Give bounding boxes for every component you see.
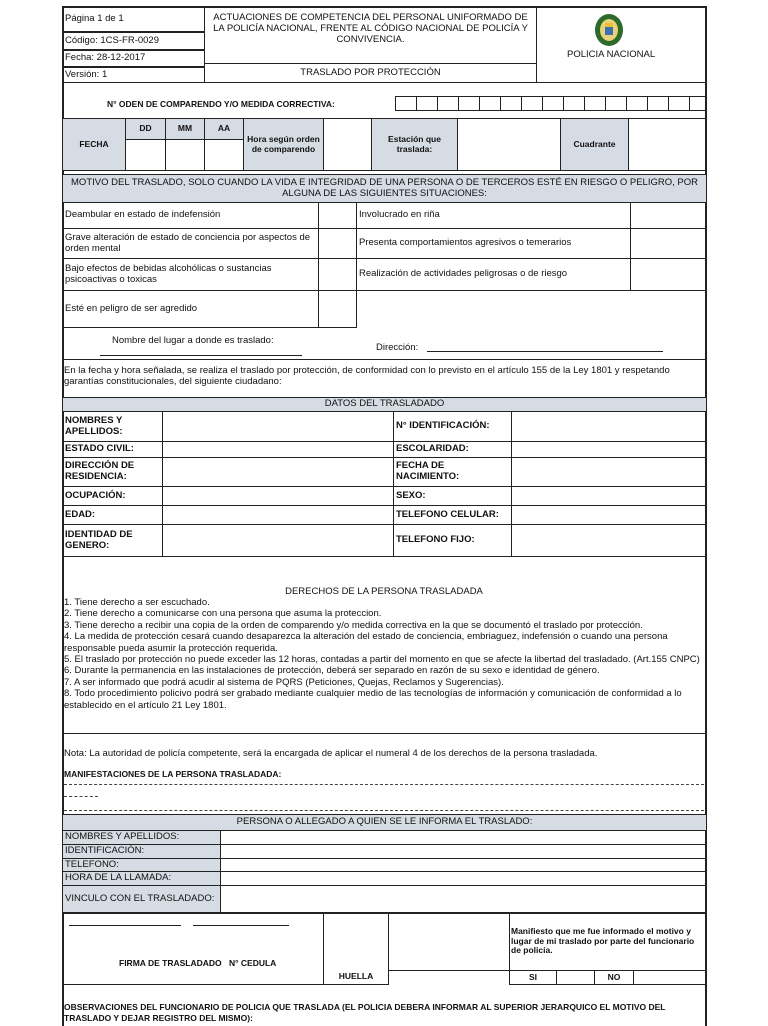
allegado-label: NOMBRES Y APELLIDOS: [62, 830, 221, 845]
form-version: Versión: 1 [62, 67, 205, 83]
firma-label: FIRMA DE TRASLADADO [119, 958, 222, 968]
datos-label: FECHA DE NACIMIENTO: [393, 457, 512, 487]
huella-box[interactable]: HUELLA [323, 912, 389, 985]
datos-label: ESCOLARIDAD: [393, 441, 512, 458]
derecho-item: 7. A ser informado que podrá acudir al sistema de PQRS (Peticiones, Quejas, Reclamos y Sugerencias). [64, 676, 504, 688]
dd-field[interactable] [125, 139, 166, 171]
mm-field[interactable] [165, 139, 205, 171]
logo-cell [536, 6, 707, 83]
direccion-field[interactable] [427, 339, 663, 352]
order-digit-box[interactable] [542, 96, 564, 111]
motivo-option-label: Deambular en estado de indefensión [62, 202, 319, 229]
order-digit-box[interactable] [605, 96, 627, 111]
derecho-item: 5. El traslado por protección no puede exceder las 12 horas, contadas a partir del momento en que se afecte la libertad del trasladado. (Art.155 CNPC) [64, 654, 700, 666]
order-number-label: N° ODEN DE COMPARENDO Y/O MEDIDA CORRECTIVA: [107, 99, 335, 109]
no-label: NO [594, 970, 634, 985]
order-digit-box[interactable] [563, 96, 585, 111]
hora-label: Hora según orden de comparendo [243, 118, 324, 171]
datos-field[interactable] [511, 524, 707, 557]
dd-label: DD [125, 118, 166, 140]
derecho-item: 8. Todo procedimiento policivo podrá ser grabado mediante cualquier medio de las tecnologías de información y comunicación de conformidad a lo establecido en el artículo 21 Ley 1801. [64, 688, 682, 711]
si-checkbox[interactable] [556, 970, 595, 985]
motivo-checkbox[interactable] [630, 258, 707, 291]
datos-label: TELEFONO CELULAR: [393, 505, 512, 525]
derecho-item: 1. Tiene derecho a ser escuchado. [64, 597, 210, 608]
allegado-field[interactable] [220, 844, 707, 859]
datos-label: ESTADO CIVIL: [62, 441, 163, 458]
motivo-checkbox[interactable] [630, 228, 707, 259]
direccion-label: Dirección: [376, 342, 419, 353]
order-digit-box[interactable] [416, 96, 438, 111]
motivo-option-label: Esté en peligro de ser agredido [62, 290, 319, 328]
motivo-header: MOTIVO DEL TRASLADO, SOLO CUANDO LA VIDA E INTEGRIDAD DE UNA PERSONA O DE TERCEROS ESTÉ EN RIESGO O PELIGRO, POR ALGUNA DE LAS SIGUIENTES SITUACIONES: [62, 174, 707, 203]
motivo-checkbox[interactable] [318, 202, 357, 229]
allegado-field[interactable] [220, 830, 707, 845]
motivo-checkbox[interactable] [318, 258, 357, 291]
manifiesto-text: Manifiesto que me fue informado el motivo y lugar de mi traslado por parte del funcionario de policía. [388, 912, 707, 971]
motivo-checkbox[interactable] [318, 228, 357, 259]
page-number: Página 1 de 1 [62, 6, 205, 32]
datos-field[interactable] [511, 457, 707, 487]
aa-label: AA [204, 118, 244, 140]
datos-field[interactable] [162, 441, 394, 458]
motivo-option-label: Bajo efectos de bebidas alcohólicas o sustancias psicoactivas o toxicas [62, 258, 319, 291]
allegado-field[interactable] [220, 858, 707, 872]
document-title: ACTUACIONES DE COMPETENCIA DEL PERSONAL UNIFORMADO DE LA POLICÍA NACIONAL, FRENTE AL CÓDIGO NACIONAL DE POLICÍA Y CONVIVENCIA. [204, 6, 537, 64]
document-subtitle: TRASLADO POR PROTECCIÓN [204, 63, 537, 83]
derecho-item: 6. Durante la permanencia en las instalaciones de protección, deberá ser separado en razón de su sexo e identidad de género. [64, 665, 600, 677]
organization-name: POLICIA NACIONAL [567, 49, 656, 60]
motivo-option-label: Realización de actividades peligrosas o de riesgo [356, 258, 631, 291]
aa-field[interactable] [204, 139, 244, 171]
datos-field[interactable] [511, 411, 707, 442]
allegado-label: IDENTIFICACIÓN: [62, 844, 221, 859]
manifestaciones-label: MANIFESTACIONES DE LA PERSONA TRASLADADA: [64, 769, 282, 779]
cuadrante-field[interactable] [628, 118, 707, 171]
lugar-field[interactable] [100, 344, 302, 356]
order-digit-box[interactable] [521, 96, 543, 111]
lugar-label: Nombre del lugar a donde es traslado: [112, 335, 274, 346]
cedula-line [193, 925, 289, 926]
form-date: Fecha: 28-12-2017 [62, 50, 205, 67]
order-digit-box[interactable] [479, 96, 501, 111]
allegado-field[interactable] [220, 871, 707, 886]
datos-label: N° IDENTIFICACIÓN: [393, 411, 512, 442]
derechos-title: DERECHOS DE LA PERSONA TRASLADADA [285, 586, 483, 597]
datos-label: TELEFONO FIJO: [393, 524, 512, 557]
order-digit-box[interactable] [668, 96, 690, 111]
motivo-checkbox[interactable] [630, 202, 707, 229]
manifestaciones-line[interactable] [64, 784, 704, 785]
mm-label: MM [165, 118, 205, 140]
order-digit-box[interactable] [437, 96, 459, 111]
signature-line [69, 925, 181, 926]
blank-cell [388, 912, 510, 971]
motivo-option-label: Involucrado en riña [356, 202, 631, 229]
manifestaciones-line[interactable] [64, 796, 98, 797]
cuadrante-label: Cuadrante [560, 118, 629, 171]
motivo-checkbox[interactable] [318, 290, 357, 328]
allegado-label: TELEFONO: [62, 858, 221, 872]
order-digit-box[interactable] [584, 96, 606, 111]
datos-label: DIRECCIÓN DE RESIDENCIA: [62, 457, 163, 487]
order-digit-box[interactable] [500, 96, 522, 111]
estacion-field[interactable] [457, 118, 561, 171]
fecha-label: FECHA [62, 118, 126, 171]
order-digit-box[interactable] [689, 96, 707, 111]
cedula-label: N° CEDULA [229, 958, 277, 968]
form-code: Código: 1CS-FR-0029 [62, 32, 205, 50]
allegado-header: PERSONA O ALLEGADO A QUIEN SE LE INFORMA EL TRASLADO: [62, 814, 707, 831]
motivo-option-label: Grave alteración de estado de conciencia por aspectos de orden mental [62, 228, 319, 259]
derecho-item: 4. La medida de protección cesará cuando desaparezca la alteración del estado de conciencia, embriaguez, indefensión o cuando una persona responsable pueda asumir la protección requerida. [64, 631, 668, 654]
allegado-label: HORA DE LA LLAMADA: [62, 871, 221, 886]
motivo-option-label: Presenta comportamientos agresivos o temerarios [356, 228, 631, 259]
datos-field[interactable] [511, 441, 707, 458]
nota-text: Nota: La autoridad de policía competente, será la encargada de aplicar el numeral 4 de los derechos de la persona trasladada. [64, 748, 598, 759]
derechos-list [64, 597, 706, 711]
si-label: SI [509, 970, 557, 985]
observaciones-label: OBSERVACIONES DEL FUNCIONARIO DE POLICIA QUE TRASLADA (EL POLICIA DEBERA INFORMAR AL SUPERIOR JERARQUICO EL MOTIVO DEL TRASLADO Y DEJAR REGISTRO DEL MISMO): [64, 1002, 666, 1023]
divider [62, 733, 707, 734]
police-emblem-icon [593, 13, 625, 47]
datos-field[interactable] [511, 486, 707, 506]
datos-label: IDENTIDAD DE GENERO: [62, 524, 163, 557]
datos-field[interactable] [162, 505, 394, 525]
order-digit-box[interactable] [458, 96, 480, 111]
divider [62, 359, 707, 360]
datos-label: NOMBRES Y APELLIDOS: [62, 411, 163, 442]
signature-cell[interactable] [62, 912, 324, 985]
datos-field[interactable] [162, 411, 394, 442]
order-digit-box[interactable] [626, 96, 648, 111]
datos-label: OCUPACIÓN: [62, 486, 163, 506]
datos-label: EDAD: [62, 505, 163, 525]
datos-field[interactable] [162, 524, 394, 557]
manifestaciones-line[interactable] [64, 810, 704, 811]
order-digit-box[interactable] [647, 96, 669, 111]
datos-label: SEXO: [393, 486, 512, 506]
datos-field[interactable] [162, 457, 394, 487]
derecho-item: 2. Tiene derecho a comunicarse con una persona que asuma la proteccion. [64, 608, 382, 620]
datos-field[interactable] [162, 486, 394, 506]
allegado-field[interactable] [220, 885, 707, 914]
derecho-item: 3. Tiene derecho a recibir una copia de la orden de comparendo y/o medida correctiva en la que se documentó el traslado por protección. [64, 619, 643, 631]
order-digit-box[interactable] [395, 96, 417, 111]
datos-header: DATOS DEL TRASLADADO [62, 397, 707, 412]
estacion-label: Estación que traslada: [371, 118, 458, 171]
hora-field[interactable] [323, 118, 372, 171]
legal-paragraph: En la fecha y hora señalada, se realiza el traslado por protección, de conformidad con lo previsto en el artículo 155 de la Ley 1801 y respetando garantías constitucionales, del siguiente ciudadano: [64, 365, 670, 388]
no-checkbox[interactable] [633, 970, 707, 985]
datos-field[interactable] [511, 505, 707, 525]
allegado-label: VINCULO CON EL TRASLADADO: [62, 885, 221, 914]
